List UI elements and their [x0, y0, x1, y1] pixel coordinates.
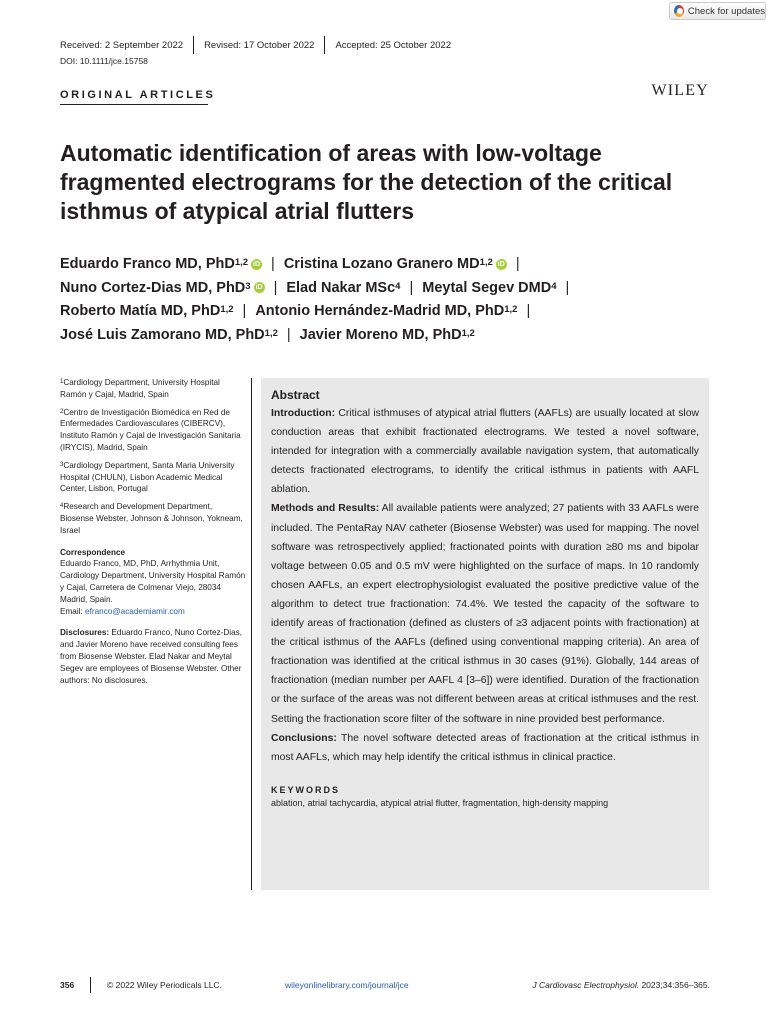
- abstract-heading: Abstract: [271, 388, 320, 402]
- abstract-methods: Methods and Results: All available patients were analyzed; 27 patients with 33 AAFLs were included. The PentaRay NAV catheter (Biosense Webster) was used for mapping. The novel software was retrospectively applied; fractionated points with duration ≥80 ms and bipolar voltage between 0.05 and 0.5 mV were highlighted on the surface of maps. In 10 randomly chosen AAFLs, an expert electrophysiologist evaluated the positive predictive value of the algorithm to detect true fractionation: 74.4%. We tested the capacity of the software to identify areas of fractionation (defined as clusters of ≥3 adjacent points with fractionation) at the critical isthmus of the AAFLs (defined using conventional mapping criteria). An area of fractionation was identified at the critical isthmus in 30 cases (91%). Globally, 144 areas of fractionation (median number per AAFL 4 [3–6]) were identified. Duration of the fractionation or the surface of the areas was not different between areas at critical isthmuses and the rest. Setting the fractionation score filter of the software in nine provided best performance.: [271, 503, 699, 725]
- abstract-introduction: Introduction: Critical isthmuses of atypical atrial flutters (AAFLs) are usually located at slow conduction areas that exhibit fractionated electrograms. We tested a novel software, intended for integration with a commercially available navigation system, that automatically detects fractionated electrograms, to identify the critical isthmus in patients with AAFL ablation.: [271, 408, 699, 496]
- author[interactable]: Meytal Segev DMD$^4$: [422, 279, 557, 296]
- disclosures: [60, 627, 248, 686]
- author[interactable]: José Luis Zamorano MD, PhD$^{1,2}$: [60, 326, 278, 343]
- journal-url-link[interactable]: wileyonlinelibrary.com/journal/jce: [285, 980, 409, 990]
- crossmark-icon: [674, 5, 684, 17]
- article-title: Automatic identification of areas with low-voltage fragmented electrograms for the detection of the critical isthmus of atypical atrial flutters: [60, 140, 673, 224]
- disclosures-heading: Disclosures:: [60, 628, 110, 638]
- page-number: 356: [60, 980, 75, 990]
- author[interactable]: Roberto Matía MD, PhD$^{1,2}$: [60, 303, 234, 319]
- affiliation: $^4$Research and Development Department, Biosense Webster, Johnson & Johnson, Yokneam, Israel: [60, 502, 243, 535]
- disclosures-text: Eduardo Franco, Nuno Cortez-Dias, and Javier Moreno have received consulting fees from Biosense Webster. Elad Nakar and Meytal Segev are employees of Biosense Webster. Other authors: No disclosures.: [60, 628, 243, 685]
- article-history: [60, 36, 461, 54]
- keywords-heading: KEYWORDS: [271, 784, 341, 795]
- abstract-conclusions: Conclusions: The novel software detected areas of fractionation at the critical isthmus in most AAFLs, which may help identify the critical isthmus in clinical practice.: [271, 732, 699, 763]
- affiliations-sidebar: [60, 377, 248, 686]
- citation: J Cardiovasc Electrophysiol. 2023;34:356–365.: [532, 980, 710, 990]
- check-for-updates-label: Check for updates: [687, 5, 765, 17]
- orcid-icon[interactable]: iD: [255, 284, 263, 292]
- revised-date: Revised: 17 October 2022: [204, 39, 315, 51]
- copyright: © 2022 Wiley Periodicals LLC.: [107, 980, 222, 990]
- doi[interactable]: DOI: 10.1111/jce.15758: [60, 56, 148, 66]
- check-for-updates-button[interactable]: [669, 2, 766, 20]
- abstract-rule: [251, 378, 252, 890]
- author[interactable]: Eduardo Franco MD, PhD$^{1,2}$ iD: [60, 256, 261, 272]
- author[interactable]: Nuno Cortez-Dias MD, PhD$^3$ iD: [60, 279, 263, 296]
- author[interactable]: Javier Moreno MD, PhD$^{1,2}$: [299, 326, 475, 343]
- publisher-logo: WILEY: [651, 82, 709, 99]
- correspondence-text: Eduardo Franco, MD, PhD, Arrhythmia Unit, Cardiology Department, University Hospital Ramón y Cajal, Carretera de Colmenar Viejo, 28034 Madrid, Spain.: [60, 559, 246, 604]
- email-link[interactable]: efranco@academiamir.com: [85, 606, 185, 616]
- accepted-date: Accepted: 25 October 2022: [335, 39, 452, 51]
- orcid-icon[interactable]: iD: [497, 260, 505, 268]
- orcid-icon[interactable]: iD: [253, 260, 261, 268]
- section-label: ORIGINAL ARTICLES: [60, 89, 216, 101]
- correspondence: Correspondence Eduardo Franco, MD, PhD, Arrhythmia Unit, Cardiology Department, University Hospital Ramón y Cajal, Carretera de Colmenar Viejo, 28034 Madrid, Spain. Email: efranco@academiamir.com: [60, 547, 248, 618]
- author[interactable]: Cristina Lozano Granero MD$^{1,2}$ iD: [283, 256, 505, 272]
- affiliation: $^1$Cardiology Department, University Hospital Ramón y Cajal, Madrid, Spain: [60, 378, 220, 399]
- affiliation: $^3$Cardiology Department, Santa Maria University Hospital (CHULN), Lisbon Academic Medical Center, Lisbon, Portugal: [60, 460, 235, 494]
- received-date: Received: 2 September 2022: [60, 39, 184, 51]
- author-list: Eduardo Franco MD, PhD$^{1,2}$ iD | Cristina Lozano Granero MD$^{1,2}$ iD | Nuno Cortez-Dias MD, PhD$^3$ iD | Elad Nakar MSc$^4$ | Meytal Segev DMD$^4$ | Roberto Matía MD, PhD$^{1,2}$ | Antonio Hernández-Madrid MD, PhD$^{1,2}$ | José Luis Zamorano MD, PhD$^{1,2}$ | Javier Moreno MD, PhD$^{1,2}$: [60, 256, 570, 343]
- correspondence-heading: Correspondence: [60, 547, 126, 557]
- author[interactable]: Antonio Hernández-Madrid MD, PhD$^{1,2}$: [255, 303, 518, 319]
- abstract-box: [261, 378, 709, 890]
- keywords: ablation, atrial tachycardia, atypical atrial flutter, fragmentation, high-density mapping: [271, 797, 609, 808]
- divider: [90, 977, 91, 993]
- author[interactable]: Elad Nakar MSc$^4$: [286, 279, 401, 296]
- section-rule: [60, 104, 208, 105]
- page-footer: [60, 977, 710, 993]
- affiliation: $^2$Centro de Investigación Biomédica en Red de Enfermedades Cardiovasculares (CIBERCV), Instituto Ramón y Cajal de Investigación Sanitaria (IRYCIS), Madrid, Spain: [60, 407, 241, 452]
